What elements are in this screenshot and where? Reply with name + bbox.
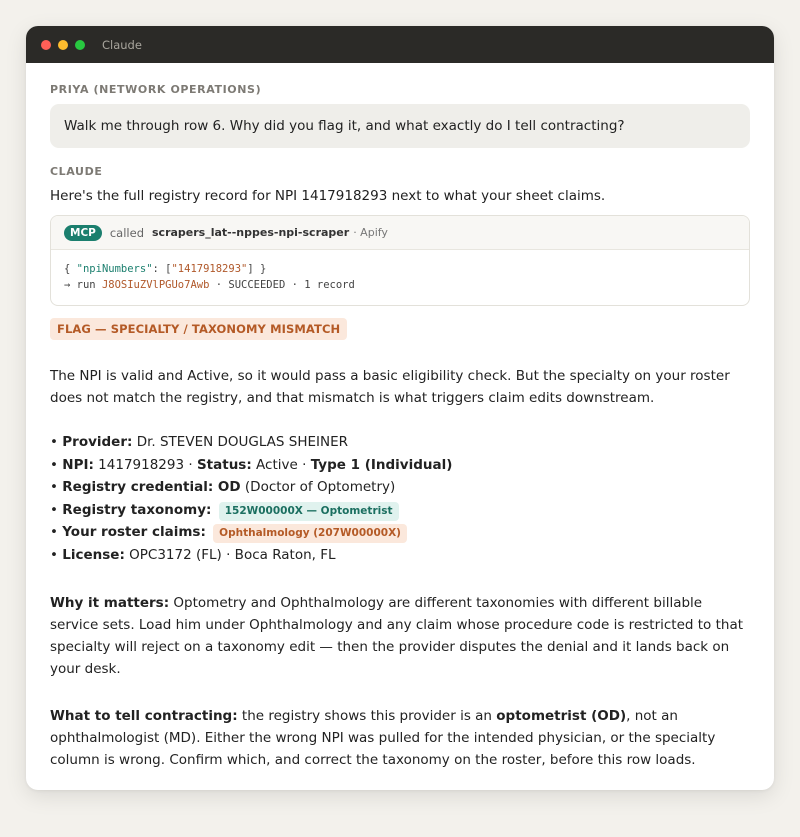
conversation — [26, 63, 774, 771]
fact-npi: • NPI: 1417918293 · Status: Active · Type 1 (Individual) — [50, 456, 453, 473]
fact-credential: • Registry credential: OD (Doctor of Optometry) — [50, 479, 396, 496]
tell-emphasis: optometrist (OD) — [496, 707, 627, 724]
mcp-badge: MCP — [64, 225, 102, 241]
user-speaker-label: PRIYA (NETWORK OPERATIONS) — [50, 83, 262, 96]
registry-taxonomy-tag: 152W00000X — Optometrist — [219, 502, 399, 521]
fact-label: Your roster claims: — [62, 524, 206, 541]
why-text: Optometry and Ophthalmology are different taxonomies with different billable service sets. Load him under Ophthalmology and any claim whose procedure code is restricted to that specialty will reject on a taxonomy edit — then the provider disputes the denial and it lands back on your desk. — [50, 594, 744, 677]
fact-license: • License: OPC3172 (FL) · Boca Raton, FL — [50, 546, 336, 563]
tell-text: the registry shows this provider is an — [237, 707, 497, 724]
tell-label: What to tell contracting: — [50, 707, 238, 724]
fact-provider: • Provider: Dr. STEVEN DOUGLAS SHEINER — [50, 434, 349, 450]
fact-registry-taxonomy: • Registry taxonomy: 152W00000X — Optometrist — [50, 499, 750, 522]
assistant-lead-text: Here's the full registry record for NPI 1417918293 next to what your sheet claims. — [50, 188, 606, 204]
title-bar — [26, 26, 774, 63]
provider-facts-list — [50, 431, 750, 567]
tool-result-line — [64, 277, 736, 293]
fact-value: (Doctor of Optometry) — [240, 479, 396, 496]
tool-call-body — [51, 250, 749, 305]
fact-label: NPI: — [62, 456, 94, 473]
fact-value: Dr. STEVEN DOUGLAS SHEINER — [132, 434, 349, 450]
fact-value: 1417918293 · — [93, 456, 197, 473]
roster-taxonomy-tag: Ophthalmology (207W00000X) — [213, 524, 407, 543]
tool-call-card — [50, 215, 750, 306]
input-open: { — [64, 263, 77, 275]
tool-name: scrapers_lat--nppes-npi-scraper — [152, 226, 350, 239]
why-label: Why it matters: — [50, 594, 170, 611]
input-sep: : [ — [152, 263, 172, 275]
app-window — [26, 26, 774, 790]
why-it-matters-paragraph — [50, 592, 750, 680]
tool-called-label: called — [109, 225, 144, 240]
fact-value: OD — [213, 479, 241, 496]
tell-contracting-paragraph — [50, 705, 750, 771]
user-message: Walk me through row 6. Why did you flag it, and what exactly do I tell contracting? — [50, 104, 750, 148]
maximize-window-button[interactable] — [75, 40, 85, 50]
input-value: "1417918293" — [171, 263, 248, 275]
tool-call-header — [51, 216, 749, 250]
minimize-window-button[interactable] — [58, 40, 68, 50]
fact-label: Status: — [196, 456, 252, 473]
fact-label: Registry taxonomy: — [62, 501, 212, 518]
fact-label: Provider: — [62, 434, 133, 450]
result-prefix: → run — [64, 279, 102, 291]
close-window-button[interactable] — [41, 40, 51, 50]
intro-paragraph: The NPI is valid and Active, so it would pass a basic eligibility check. But the specialty on your roster does not match the registry, and that mismatch is what triggers claim edits downstream. — [50, 368, 730, 406]
result-suffix: · SUCCEEDED · 1 record — [209, 279, 355, 291]
input-key: "npiNumbers" — [76, 263, 153, 275]
window-title: Claude — [102, 37, 142, 52]
input-close: ] } — [247, 263, 267, 275]
tool-source: · Apify — [353, 226, 388, 239]
fact-label: Registry credential: — [62, 479, 214, 496]
fact-value: Active · — [251, 456, 311, 473]
fact-value: Type 1 (Individual) — [310, 456, 453, 473]
tool-input-line — [64, 261, 736, 277]
tell-text: , not an ophthalmologist (MD). Either the wrong NPI was pulled for the intended physician, or the specialty column is wrong. Confirm which, and correct the taxonomy on the roster, before this row loads. — [50, 707, 716, 768]
fact-value: OPC3172 (FL) · Boca Raton, FL — [124, 546, 336, 563]
run-id: J8OSIuZVlPGUo7Awb — [101, 279, 210, 291]
flag-badge: FLAG — SPECIALTY / TAXONOMY MISMATCH — [50, 318, 347, 340]
assistant-speaker-label: CLAUDE — [50, 165, 103, 178]
fact-label: License: — [62, 546, 125, 563]
fact-roster-claims: • Your roster claims: Ophthalmology (207W00000X) — [50, 521, 750, 544]
